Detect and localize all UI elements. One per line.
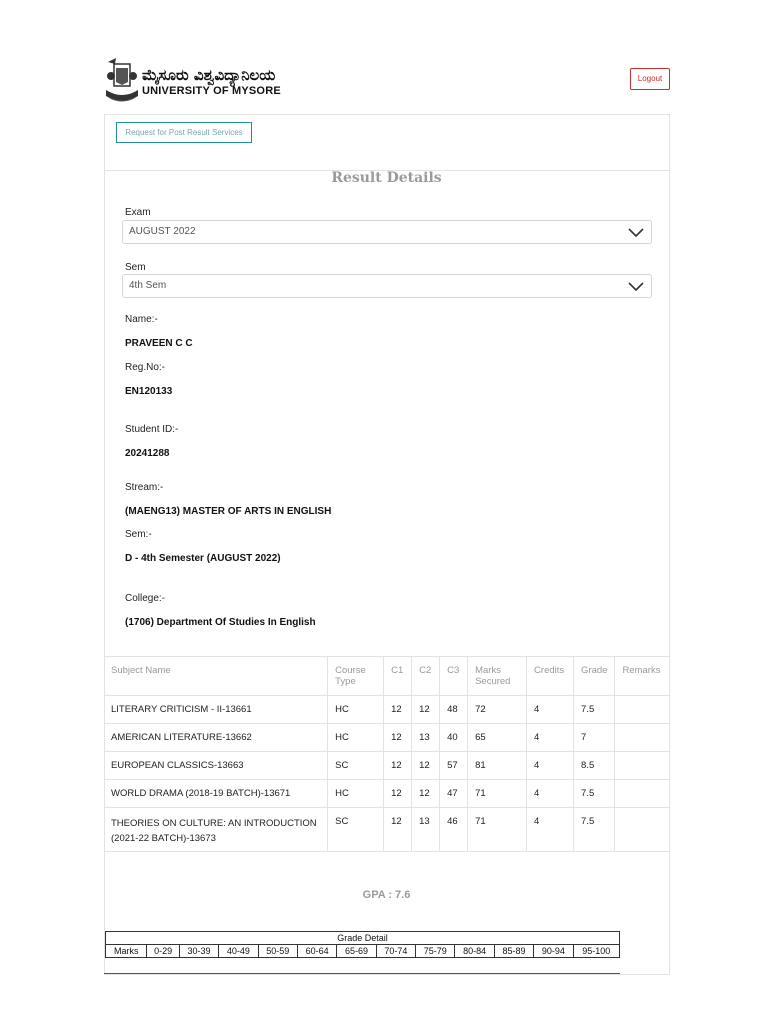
sem-select-value: 4th Sem	[129, 280, 167, 291]
grade-detail-cell: 40-49	[219, 945, 258, 958]
name-label: Name:-	[125, 314, 158, 325]
table-row	[104, 724, 669, 752]
university-logo	[102, 56, 281, 108]
c1-cell: 12	[384, 724, 412, 752]
grade-detail-cell: 50-59	[258, 945, 297, 958]
col-remarks: Remarks	[615, 657, 669, 696]
table-row	[104, 808, 669, 852]
table-row	[104, 696, 669, 724]
col-marks-secured: Marks Secured	[468, 657, 527, 696]
c2-cell: 12	[412, 696, 440, 724]
student-id-label: Student ID:-	[125, 424, 179, 435]
col-grade: Grade	[574, 657, 615, 696]
marks-cell: 65	[468, 724, 527, 752]
student-regno: EN120133	[125, 386, 173, 397]
post-result-services-button[interactable]: Request for Post Result Services	[116, 122, 252, 143]
grade-detail-cell: 95-100	[573, 945, 619, 958]
subject-cell: AMERICAN LITERATURE-13662	[104, 724, 328, 752]
grade-cell: 8.5	[574, 752, 615, 780]
grade-detail-table	[105, 931, 620, 958]
remarks-cell	[615, 752, 669, 780]
logout-button[interactable]: Logout	[630, 68, 670, 90]
col-course-type: Course Type	[328, 657, 384, 696]
credits-cell: 4	[527, 696, 574, 724]
credits-cell: 4	[527, 808, 574, 852]
c3-cell: 57	[440, 752, 468, 780]
c1-cell: 12	[384, 696, 412, 724]
college-label: College:-	[125, 593, 166, 604]
c1-cell: 12	[384, 808, 412, 852]
course-type-cell: SC	[328, 752, 384, 780]
marks-cell: 71	[468, 808, 527, 852]
credits-cell: 4	[527, 724, 574, 752]
grade-detail-title-row	[106, 932, 620, 945]
c3-cell: 47	[440, 780, 468, 808]
grade-detail-title: Grade Detail	[106, 932, 620, 945]
exam-select-value: AUGUST 2022	[129, 226, 196, 237]
grade-detail-cell: 65-69	[337, 945, 376, 958]
c1-cell: 12	[384, 780, 412, 808]
exam-select[interactable]	[122, 220, 652, 244]
chevron-down-icon	[627, 279, 645, 293]
sem-label: Sem	[125, 262, 146, 273]
logo-english-text: UNIVERSITY OF MYSORE	[142, 85, 281, 97]
course-type-cell: HC	[328, 696, 384, 724]
course-type-cell: SC	[328, 808, 384, 852]
credits-cell: 4	[527, 752, 574, 780]
chevron-down-icon	[627, 225, 645, 239]
remarks-cell	[615, 780, 669, 808]
marks-cell: 81	[468, 752, 527, 780]
university-emblem-icon	[102, 56, 142, 108]
grade-detail-cell: 80-84	[455, 945, 494, 958]
col-credits: Credits	[527, 657, 574, 696]
grade-cell: 7.5	[574, 696, 615, 724]
c3-cell: 40	[440, 724, 468, 752]
grade-detail-cell: Marks	[106, 945, 147, 958]
marks-cell: 72	[468, 696, 527, 724]
c1-cell: 12	[384, 752, 412, 780]
student-stream: (MAENG13) MASTER OF ARTS IN ENGLISH	[125, 506, 332, 517]
student-id: 20241288	[125, 448, 170, 459]
course-type-cell: HC	[328, 724, 384, 752]
grade-detail-cell: 0-29	[147, 945, 179, 958]
subject-cell: LITERARY CRITICISM - II-13661	[104, 696, 328, 724]
exam-label: Exam	[125, 207, 151, 218]
student-name: PRAVEEN C C	[125, 338, 193, 349]
grade-cell: 7.5	[574, 808, 615, 852]
remarks-cell	[615, 724, 669, 752]
grade-table-bottom-rule	[104, 973, 620, 974]
c3-cell: 48	[440, 696, 468, 724]
grade-detail-cell: 75-79	[416, 945, 455, 958]
grade-detail-cell: 90-94	[534, 945, 573, 958]
remarks-cell	[615, 696, 669, 724]
grade-detail-cell: 60-64	[297, 945, 336, 958]
table-row	[104, 752, 669, 780]
grade-cell: 7	[574, 724, 615, 752]
semester-label: Sem:-	[125, 529, 152, 540]
grade-detail-cell: 85-89	[494, 945, 533, 958]
page-title: Result Details	[331, 170, 442, 186]
grade-detail-row	[106, 945, 620, 958]
col-c3: C3	[440, 657, 468, 696]
results-table	[104, 656, 669, 852]
student-semester: D - 4th Semester (AUGUST 2022)	[125, 553, 281, 564]
col-c1: C1	[384, 657, 412, 696]
table-row	[104, 780, 669, 808]
subject-cell: WORLD DRAMA (2018-19 BATCH)-13671	[104, 780, 328, 808]
grade-cell: 7.5	[574, 780, 615, 808]
regno-label: Reg.No:-	[125, 362, 166, 373]
sem-select[interactable]	[122, 274, 652, 298]
grade-detail-cell: 30-39	[179, 945, 218, 958]
c2-cell: 12	[412, 780, 440, 808]
logo-kannada-text: ಮೈಸೂರು ವಿಶ್ವವಿದ್ಯಾನಿಲಯ	[142, 66, 276, 84]
credits-cell: 4	[527, 780, 574, 808]
grade-detail-cell: 70-74	[376, 945, 415, 958]
c2-cell: 13	[412, 724, 440, 752]
stream-label: Stream:-	[125, 482, 164, 493]
gpa-value: GPA : 7.6	[362, 889, 411, 901]
col-c2: C2	[412, 657, 440, 696]
c2-cell: 13	[412, 808, 440, 852]
subject-cell: EUROPEAN CLASSICS-13663	[104, 752, 328, 780]
remarks-cell	[615, 808, 669, 852]
course-type-cell: HC	[328, 780, 384, 808]
student-college: (1706) Department Of Studies In English	[125, 617, 316, 628]
col-subject-name: Subject Name	[104, 657, 328, 696]
c2-cell: 12	[412, 752, 440, 780]
marks-cell: 71	[468, 780, 527, 808]
results-header-row	[104, 657, 669, 696]
subject-cell: THEORIES ON CULTURE: AN INTRODUCTION (2021-22 BATCH)-13673	[104, 808, 328, 852]
c3-cell: 46	[440, 808, 468, 852]
